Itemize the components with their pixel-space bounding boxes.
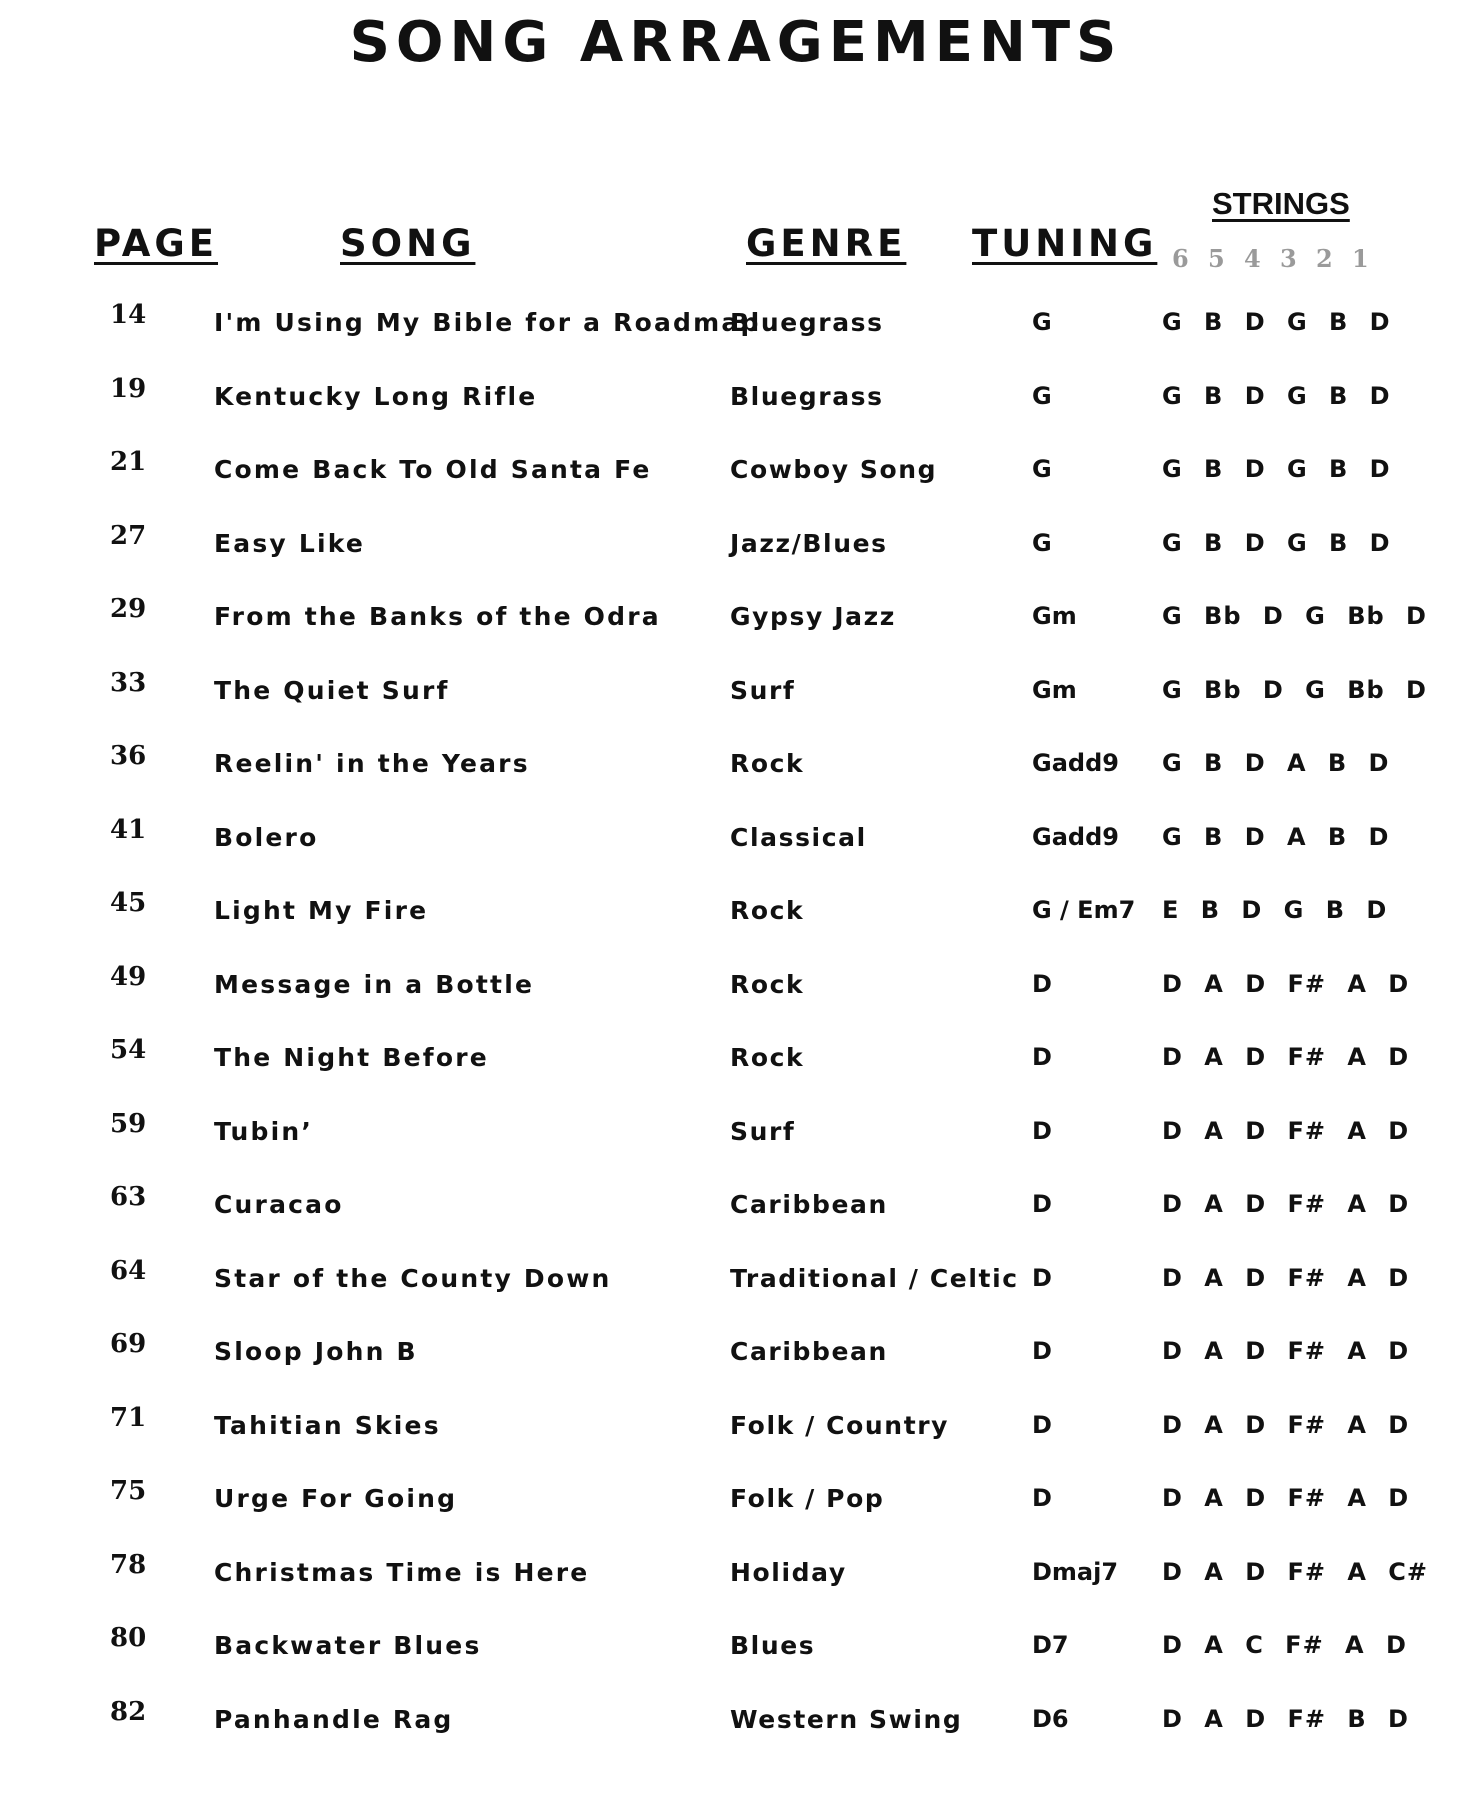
page-number: 80	[110, 1623, 147, 1653]
song-title: Tahitian Skies	[214, 1410, 441, 1440]
genre: Surf	[730, 1116, 796, 1146]
table-row	[0, 1476, 1472, 1536]
page-number: 49	[110, 961, 147, 992]
table-row	[0, 668, 1472, 728]
table-row	[0, 1550, 1472, 1610]
song-title: Backwater Blues	[214, 1631, 482, 1660]
genre: Rock	[730, 969, 805, 999]
string-notes: G B D A B D	[1162, 822, 1390, 851]
genre: Rock	[730, 1043, 805, 1072]
song-title: The Quiet Surf	[214, 675, 450, 705]
tuning: D6	[1032, 1704, 1069, 1733]
tuning: G / Em7	[1032, 896, 1136, 924]
string-notes: D A D F# A D	[1162, 1263, 1410, 1292]
song-title: Curacao	[214, 1190, 344, 1219]
string-notes: D A D F# A D	[1162, 1190, 1410, 1218]
table-row	[0, 521, 1472, 581]
genre: Rock	[730, 896, 805, 925]
string-notes: D A D F# A D	[1162, 1337, 1410, 1365]
table-row	[0, 447, 1472, 507]
string-notes: D A D F# A D	[1162, 969, 1410, 998]
string-notes: D A D F# A D	[1162, 1410, 1410, 1439]
page-number: 78	[110, 1549, 147, 1580]
string-notes: G B D G B D	[1162, 381, 1391, 410]
song-title: Sloop John B	[214, 1337, 418, 1366]
song-title: Kentucky Long Rifle	[214, 381, 538, 411]
genre: Cowboy Song	[730, 455, 938, 484]
column-header-strings: STRINGS	[1212, 186, 1350, 221]
page-number: 36	[110, 741, 147, 771]
tuning: D7	[1032, 1631, 1069, 1659]
string-notes: G Bb D G Bb D	[1162, 602, 1427, 630]
page-number: 45	[110, 888, 147, 918]
tuning: G	[1032, 308, 1052, 336]
song-title: Come Back To Old Santa Fe	[214, 455, 652, 484]
song-title: Star of the County Down	[214, 1263, 612, 1293]
table-row	[0, 815, 1472, 875]
string-notes: G Bb D G Bb D	[1162, 675, 1427, 704]
tuning: D	[1032, 1043, 1052, 1071]
column-header-tuning: TUNING	[972, 222, 1158, 265]
string-notes: E B D G B D	[1162, 896, 1388, 924]
page-number: 41	[110, 814, 147, 845]
page-number: 64	[110, 1255, 147, 1286]
genre: Blues	[730, 1631, 816, 1660]
song-title: Light My Fire	[214, 896, 429, 925]
table-row	[0, 888, 1472, 948]
genre: Jazz/Blues	[730, 528, 888, 558]
genre: Gypsy Jazz	[730, 602, 896, 631]
string-notes: D A D F# A C#	[1162, 1557, 1428, 1586]
page-number: 54	[110, 1035, 147, 1065]
song-title: Reelin' in the Years	[214, 749, 530, 778]
genre: Folk / Country	[730, 1410, 950, 1440]
tuning: D	[1032, 969, 1052, 998]
tuning: D	[1032, 1116, 1052, 1145]
tuning: Dmaj7	[1032, 1557, 1119, 1586]
tuning: G	[1032, 528, 1052, 557]
genre: Western Swing	[730, 1704, 963, 1734]
song-title: Message in a Bottle	[214, 969, 535, 999]
tuning: D	[1032, 1263, 1052, 1292]
page-number: 59	[110, 1108, 147, 1139]
tuning: Gm	[1032, 675, 1077, 704]
string-notes: G B D G B D	[1162, 455, 1391, 483]
genre: Bluegrass	[730, 308, 884, 337]
song-title: Bolero	[214, 822, 319, 852]
genre: Folk / Pop	[730, 1484, 885, 1513]
column-header-page: PAGE	[94, 222, 219, 265]
page-number: 75	[110, 1476, 147, 1506]
table-row	[0, 962, 1472, 1022]
tuning: D	[1032, 1410, 1052, 1439]
string-number: 2	[1316, 244, 1333, 273]
string-number: 5	[1208, 244, 1225, 273]
genre: Caribbean	[730, 1190, 888, 1219]
tuning: Gm	[1032, 602, 1077, 630]
string-notes: G B D G B D	[1162, 528, 1391, 557]
page-number: 21	[110, 447, 147, 477]
song-title: Panhandle Rag	[214, 1704, 454, 1734]
string-notes: D A C F# A D	[1162, 1631, 1407, 1659]
tuning: Gadd9	[1032, 749, 1119, 777]
song-title: Urge For Going	[214, 1484, 458, 1513]
string-notes: G B D G B D	[1162, 308, 1391, 336]
page-number: 69	[110, 1329, 147, 1359]
string-number: 3	[1280, 244, 1297, 273]
string-notes: D A D F# A D	[1162, 1116, 1410, 1145]
table-row	[0, 1256, 1472, 1316]
genre: Classical	[730, 822, 867, 852]
page-number: 29	[110, 594, 147, 624]
string-numbers	[1172, 244, 1402, 274]
song-title: Easy Like	[214, 528, 366, 558]
page-number: 71	[110, 1402, 147, 1433]
table-row	[0, 1623, 1472, 1683]
page-number: 19	[110, 373, 147, 404]
song-title: Tubin’	[214, 1116, 314, 1146]
page-number: 14	[110, 300, 147, 330]
genre: Surf	[730, 675, 796, 705]
page-number: 33	[110, 667, 147, 698]
table-row	[0, 374, 1472, 434]
column-header-song: SONG	[340, 222, 476, 265]
page-number: 27	[110, 520, 147, 551]
table-row	[0, 1109, 1472, 1169]
tuning: D	[1032, 1484, 1052, 1512]
page-title: SONG ARRAGEMENTS	[349, 10, 1123, 75]
string-notes: D A D F# A D	[1162, 1043, 1410, 1071]
string-number: 1	[1352, 244, 1369, 273]
tuning: G	[1032, 455, 1052, 483]
table-row	[0, 1329, 1472, 1389]
string-number: 6	[1172, 244, 1189, 273]
genre: Rock	[730, 749, 805, 778]
genre: Caribbean	[730, 1337, 888, 1366]
song-title: Christmas Time is Here	[214, 1557, 590, 1587]
table-row	[0, 1697, 1472, 1757]
song-title: The Night Before	[214, 1043, 489, 1072]
song-title: From the Banks of the Odra	[214, 602, 661, 631]
string-notes: D A D F# A D	[1162, 1484, 1410, 1512]
tuning: D	[1032, 1190, 1052, 1218]
genre: Bluegrass	[730, 381, 884, 411]
table-row	[0, 594, 1472, 654]
page-number: 63	[110, 1182, 147, 1212]
table-row	[0, 741, 1472, 801]
table-row	[0, 1035, 1472, 1095]
column-header-genre: GENRE	[746, 222, 907, 265]
genre: Holiday	[730, 1557, 847, 1587]
song-title: I'm Using My Bible for a Roadmap	[214, 308, 761, 337]
table-row	[0, 300, 1472, 360]
table-row	[0, 1182, 1472, 1242]
tuning: D	[1032, 1337, 1052, 1365]
tuning: Gadd9	[1032, 822, 1119, 851]
tuning: G	[1032, 381, 1052, 410]
string-notes: G B D A B D	[1162, 749, 1390, 777]
genre: Traditional / Celtic	[730, 1263, 1019, 1293]
string-notes: D A D F# B D	[1162, 1704, 1409, 1733]
string-number: 4	[1244, 244, 1261, 273]
table-row	[0, 1403, 1472, 1463]
page-number: 82	[110, 1696, 147, 1727]
